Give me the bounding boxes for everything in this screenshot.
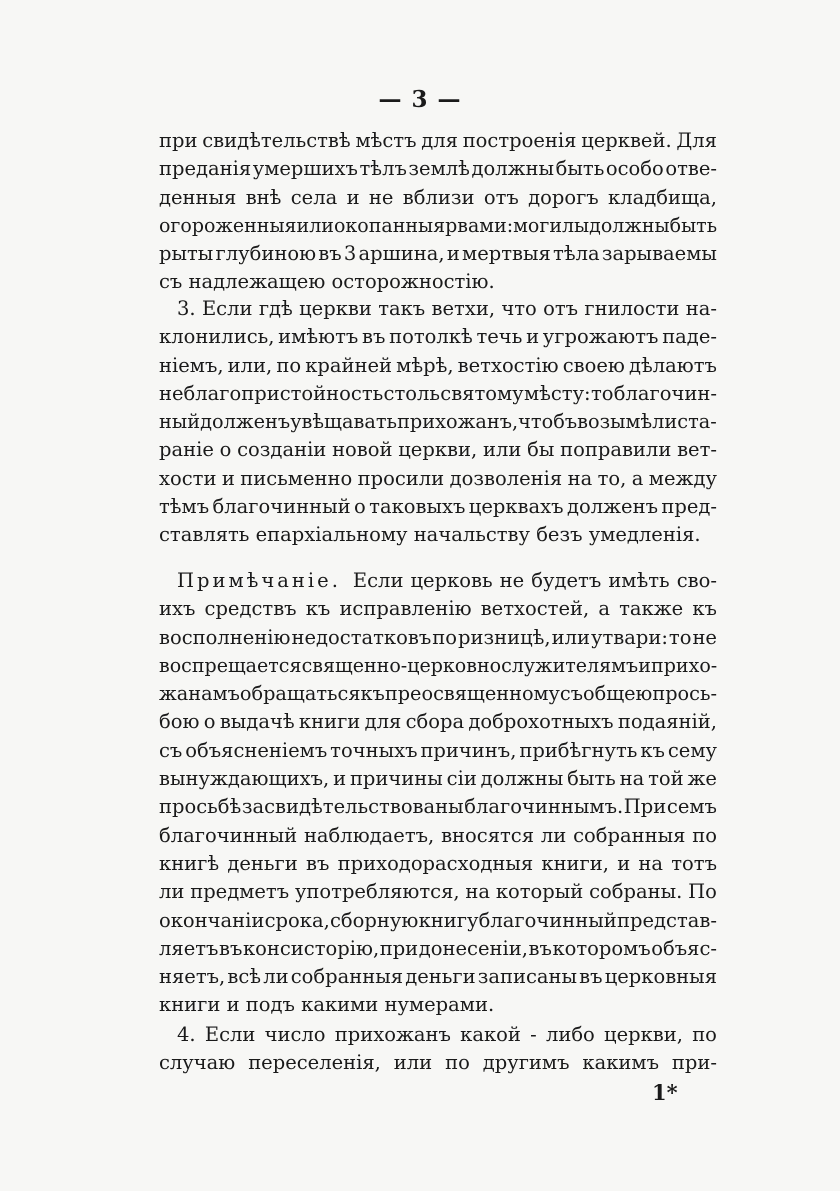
word: могилы bbox=[513, 213, 590, 237]
word: по bbox=[276, 353, 302, 377]
word: то bbox=[590, 381, 614, 405]
word: угрожаютъ bbox=[542, 325, 659, 349]
word: донесеніи, bbox=[418, 936, 528, 960]
word: не bbox=[692, 625, 717, 649]
word: обращаться bbox=[239, 682, 361, 706]
word: быть bbox=[669, 213, 718, 237]
word: построенія bbox=[462, 129, 577, 152]
word: своею bbox=[562, 353, 625, 377]
word: и bbox=[333, 767, 347, 791]
word: а bbox=[631, 466, 644, 490]
text-line bbox=[159, 127, 717, 155]
word: въ bbox=[318, 242, 342, 266]
word: прихожанъ bbox=[334, 1023, 451, 1046]
word: общею bbox=[582, 682, 653, 706]
word: имѣютъ bbox=[278, 325, 359, 349]
word: не bbox=[499, 569, 525, 592]
text-line bbox=[159, 155, 717, 183]
word: Если bbox=[201, 297, 253, 320]
text-line bbox=[159, 295, 717, 323]
word: окопанныя bbox=[333, 213, 446, 237]
word: церковныя bbox=[604, 965, 717, 989]
text-line bbox=[159, 793, 717, 821]
text-line: ставлять епархіальному начальству безъ умедленія. bbox=[159, 523, 701, 547]
word: церковь bbox=[410, 569, 493, 592]
text-line bbox=[159, 708, 717, 736]
word: столь bbox=[383, 381, 440, 405]
word: въ bbox=[219, 936, 243, 960]
word: таковыхъ bbox=[369, 495, 466, 519]
word: къ bbox=[640, 738, 665, 762]
note-first-line bbox=[353, 567, 717, 595]
word: записаны bbox=[477, 965, 578, 989]
word: кладбища, bbox=[608, 185, 717, 209]
word: мѣстъ bbox=[355, 129, 417, 152]
word: сбора bbox=[405, 710, 465, 734]
word: объясненіемъ bbox=[185, 738, 328, 762]
word: утвари: bbox=[590, 625, 668, 649]
word: книгу bbox=[418, 908, 479, 932]
word: воспрещается bbox=[159, 653, 302, 677]
word: мѣрѣ, bbox=[396, 353, 454, 377]
text-line bbox=[159, 963, 717, 991]
word: сіи bbox=[446, 767, 477, 791]
word: и bbox=[617, 851, 631, 875]
word: отъ bbox=[483, 185, 519, 209]
word: имѣть bbox=[608, 569, 670, 592]
word: По bbox=[688, 880, 717, 904]
text-line bbox=[159, 352, 717, 380]
word: долженъ bbox=[200, 410, 291, 434]
word: крайней bbox=[305, 353, 393, 377]
word: должны bbox=[480, 767, 564, 791]
word: возымѣли bbox=[577, 410, 678, 434]
word: причинъ, bbox=[420, 738, 517, 762]
text-line bbox=[159, 465, 717, 493]
word: няетъ, bbox=[159, 965, 226, 989]
paragraph-4 bbox=[159, 1021, 717, 1078]
word: раніе bbox=[159, 438, 214, 462]
word: случаю bbox=[159, 1051, 236, 1075]
word: для bbox=[421, 129, 458, 152]
word: созданіи bbox=[237, 438, 327, 462]
word: доброхотныхъ bbox=[468, 710, 614, 734]
word: дѣлаютъ bbox=[628, 353, 717, 377]
word: или bbox=[296, 213, 334, 237]
word: окончаніи bbox=[159, 908, 265, 932]
text-line bbox=[159, 567, 717, 595]
text-line bbox=[159, 240, 717, 268]
word: мертвыя bbox=[462, 242, 551, 266]
word: какимъ bbox=[582, 1051, 659, 1075]
word: при- bbox=[671, 1051, 717, 1075]
page-number: — 3 — bbox=[378, 86, 462, 113]
text-line bbox=[159, 436, 717, 464]
text-line bbox=[159, 595, 717, 623]
word: церквей. bbox=[581, 129, 672, 152]
word: на bbox=[465, 880, 491, 904]
word: хости bbox=[159, 466, 217, 490]
word: Если bbox=[352, 569, 404, 592]
word: умершихъ bbox=[252, 157, 358, 181]
word: церквахъ bbox=[468, 495, 564, 519]
word: или, bbox=[227, 353, 273, 377]
word: собраны. bbox=[589, 880, 683, 904]
text-line bbox=[159, 737, 717, 765]
word: ста- bbox=[677, 410, 717, 434]
word: течь bbox=[476, 325, 523, 349]
word: такъ bbox=[378, 297, 426, 320]
word: и bbox=[446, 242, 460, 266]
word: должны bbox=[471, 157, 555, 181]
word: недостатковъ bbox=[291, 625, 432, 649]
word: прибѣгнуть bbox=[519, 738, 638, 762]
word: семъ bbox=[666, 795, 717, 819]
word: прось- bbox=[652, 682, 717, 706]
text-line bbox=[159, 323, 717, 351]
word: исправленію bbox=[339, 597, 472, 621]
word: на bbox=[638, 851, 664, 875]
word: преосвященному bbox=[384, 682, 560, 706]
text-line bbox=[159, 652, 717, 680]
word: въ bbox=[579, 965, 603, 989]
word: въ bbox=[362, 325, 386, 349]
word: быть bbox=[567, 767, 616, 791]
word: просьбѣ bbox=[159, 795, 242, 819]
word: 4. bbox=[177, 1023, 196, 1046]
word: тѣлъ bbox=[359, 157, 407, 181]
word: на bbox=[567, 466, 593, 490]
word: ли bbox=[263, 965, 289, 989]
word: вынуждающихъ, bbox=[159, 767, 330, 791]
word: переселенія, bbox=[248, 1051, 381, 1075]
word: рвами: bbox=[445, 213, 514, 237]
word: и bbox=[346, 185, 360, 209]
word: засвидѣтельствованы bbox=[241, 795, 464, 819]
text-line bbox=[159, 935, 717, 963]
word: благочинный bbox=[478, 908, 617, 932]
word: къ bbox=[692, 597, 717, 621]
text-line: съ надлежащею осторожностію. bbox=[159, 270, 495, 294]
text-line bbox=[159, 822, 717, 850]
word: между bbox=[648, 466, 717, 490]
word: ихъ bbox=[159, 597, 196, 621]
word: употребляются, bbox=[294, 880, 460, 904]
word: о bbox=[354, 495, 366, 519]
word: объяс- bbox=[651, 936, 717, 960]
word: прихо- bbox=[651, 653, 718, 677]
text-line bbox=[159, 493, 717, 521]
word: какой bbox=[460, 1023, 521, 1046]
word: села bbox=[290, 185, 338, 209]
word: въ bbox=[528, 936, 552, 960]
word: гнилости bbox=[584, 297, 680, 320]
word: святому bbox=[440, 381, 524, 405]
word: на- bbox=[685, 297, 717, 320]
word: тотъ bbox=[671, 851, 717, 875]
word: жанамъ bbox=[159, 682, 240, 706]
word: причины bbox=[349, 767, 443, 791]
word: 3 bbox=[343, 242, 357, 266]
word: тѣла bbox=[553, 242, 600, 266]
word: церкви bbox=[299, 297, 372, 320]
word: также bbox=[619, 597, 684, 621]
word: собранныя bbox=[573, 823, 686, 847]
word: огороженныя bbox=[159, 213, 297, 237]
word: глубиною bbox=[215, 242, 317, 266]
word: ляетъ bbox=[159, 936, 219, 960]
word: вблизи bbox=[402, 185, 475, 209]
word: Для bbox=[676, 129, 717, 152]
word: книги, bbox=[541, 851, 609, 875]
word: а bbox=[598, 597, 610, 621]
word: - bbox=[530, 1023, 537, 1046]
word: паде- bbox=[662, 325, 717, 349]
word: что bbox=[501, 297, 537, 320]
word: вносятся bbox=[441, 823, 535, 847]
word: свидѣтельствѣ bbox=[202, 129, 351, 152]
word: при bbox=[379, 936, 419, 960]
text-line bbox=[159, 1049, 717, 1077]
word: число bbox=[264, 1023, 326, 1046]
word: ный bbox=[159, 410, 201, 434]
text-line bbox=[159, 878, 717, 906]
word: рыты bbox=[159, 242, 214, 266]
word: книги bbox=[298, 710, 361, 734]
word: При bbox=[623, 795, 667, 819]
paragraph-1 bbox=[159, 127, 717, 297]
word: о bbox=[203, 710, 216, 734]
word: то bbox=[668, 625, 692, 649]
word: при bbox=[159, 129, 198, 152]
word: ли bbox=[159, 880, 185, 904]
word: благочиннымъ. bbox=[464, 795, 624, 819]
word: къ bbox=[360, 682, 385, 706]
word: благочин- bbox=[613, 381, 717, 405]
word: внѣ bbox=[245, 185, 282, 209]
word: для bbox=[364, 710, 402, 734]
word: съ bbox=[159, 738, 183, 762]
word: ветхи, bbox=[431, 297, 496, 320]
note-paragraph bbox=[159, 567, 717, 1020]
word: бою bbox=[159, 710, 200, 734]
word: гдѣ bbox=[258, 297, 293, 320]
word: ли bbox=[540, 823, 567, 847]
word: клонились, bbox=[159, 325, 275, 349]
word: и bbox=[221, 466, 235, 490]
word: пред- bbox=[661, 495, 717, 519]
word: бы bbox=[527, 438, 555, 462]
word: въ bbox=[305, 851, 330, 875]
word: неблагопристойность bbox=[159, 381, 384, 405]
word: ветхостію bbox=[457, 353, 559, 377]
word: 3. bbox=[177, 297, 196, 320]
word: которомъ bbox=[552, 936, 651, 960]
word: который bbox=[495, 880, 584, 904]
text-line bbox=[159, 184, 717, 212]
word: церкви, bbox=[604, 1023, 683, 1046]
word: или bbox=[482, 438, 522, 462]
word: прихожанъ, bbox=[397, 410, 519, 434]
text-line bbox=[159, 624, 717, 652]
word: то, bbox=[597, 466, 627, 490]
word: новой bbox=[332, 438, 393, 462]
word: просили bbox=[357, 466, 445, 490]
word: по bbox=[445, 1051, 470, 1075]
word: къ bbox=[305, 597, 331, 621]
word: дорогъ bbox=[528, 185, 599, 209]
word: деньги bbox=[227, 851, 298, 875]
word: дозволенія bbox=[449, 466, 563, 490]
word: ветхостей, bbox=[480, 597, 590, 621]
word: сборную bbox=[330, 908, 419, 932]
word: должны bbox=[589, 213, 670, 237]
word: преданія bbox=[159, 157, 252, 181]
word: выдачѣ bbox=[219, 710, 295, 734]
text-line bbox=[159, 765, 717, 793]
word: о bbox=[219, 438, 232, 462]
word: и bbox=[526, 325, 540, 349]
word: съ bbox=[559, 682, 583, 706]
word: наблюдаетъ, bbox=[303, 823, 435, 847]
word: зарываемы bbox=[601, 242, 717, 266]
word: письменно bbox=[240, 466, 353, 490]
word: не bbox=[368, 185, 394, 209]
word: Если bbox=[204, 1023, 256, 1046]
word: денныя bbox=[159, 185, 237, 209]
note-first-line-text bbox=[353, 567, 717, 595]
word: же bbox=[687, 767, 717, 791]
word: долженъ bbox=[566, 495, 658, 519]
word: всѣ bbox=[227, 965, 262, 989]
word: быть bbox=[555, 157, 605, 181]
word: ризницѣ, bbox=[457, 625, 551, 649]
word: поправили bbox=[560, 438, 672, 462]
word: аршина, bbox=[358, 242, 445, 266]
word: увѣщавать bbox=[290, 410, 398, 434]
text-line bbox=[159, 1021, 717, 1049]
word: землѣ bbox=[408, 157, 470, 181]
text-line bbox=[159, 907, 717, 935]
word: по bbox=[432, 625, 457, 649]
word: вет- bbox=[677, 438, 717, 462]
word: или bbox=[551, 625, 590, 649]
word: священно-церковнослужителямъ bbox=[301, 653, 639, 677]
word: точныхъ bbox=[330, 738, 418, 762]
word: потолкѣ bbox=[389, 325, 473, 349]
text-line bbox=[159, 380, 717, 408]
text-line bbox=[159, 408, 717, 436]
word: собранныя bbox=[290, 965, 404, 989]
word: срока, bbox=[264, 908, 330, 932]
word: подаяній, bbox=[617, 710, 717, 734]
signature-mark: 1* bbox=[652, 1080, 678, 1105]
word: и bbox=[638, 653, 651, 677]
word: благочинный bbox=[159, 823, 298, 847]
word: по bbox=[692, 823, 717, 847]
word: консисторію, bbox=[242, 936, 380, 960]
word: особо bbox=[605, 157, 664, 181]
text-line bbox=[159, 212, 717, 240]
word: церкви, bbox=[398, 438, 478, 462]
word: восполненію bbox=[159, 625, 291, 649]
text-line: книги и подъ какими нумерами. bbox=[159, 993, 495, 1017]
word: сво- bbox=[676, 569, 717, 592]
word: или bbox=[393, 1051, 433, 1075]
word: ніемъ, bbox=[159, 353, 224, 377]
word: отъ bbox=[543, 297, 579, 320]
text-line bbox=[159, 850, 717, 878]
word: на bbox=[619, 767, 645, 791]
word: средствъ bbox=[204, 597, 297, 621]
word: чтобъ bbox=[518, 410, 578, 434]
word: сему bbox=[667, 738, 717, 762]
word: либо bbox=[545, 1023, 595, 1046]
word: деньги bbox=[405, 965, 476, 989]
note-lead: Примѣчаніе. bbox=[177, 569, 341, 592]
word: предметъ bbox=[190, 880, 290, 904]
word: тѣмъ bbox=[159, 495, 210, 519]
word: будетъ bbox=[531, 569, 602, 592]
word: книгѣ bbox=[159, 851, 220, 875]
word: представ- bbox=[617, 908, 717, 932]
word: мѣсту: bbox=[523, 381, 591, 405]
word: благочинный bbox=[212, 495, 351, 519]
word: отве- bbox=[665, 157, 717, 181]
word: другимъ bbox=[482, 1051, 570, 1075]
word: той bbox=[648, 767, 684, 791]
paragraph-2 bbox=[159, 295, 717, 550]
word: по bbox=[692, 1023, 717, 1046]
text-line bbox=[159, 680, 717, 708]
word: приходорасходныя bbox=[337, 851, 534, 875]
